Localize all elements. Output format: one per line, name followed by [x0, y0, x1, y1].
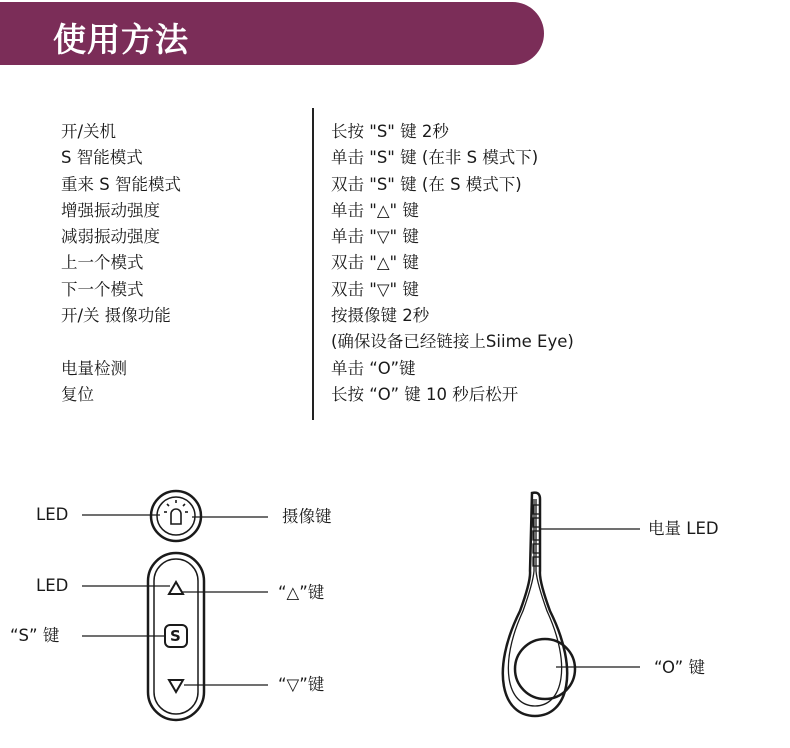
- up-key-label: “△”键: [278, 583, 325, 602]
- action-item: 单击 “O”键: [331, 358, 416, 378]
- led-mid-label: LED: [36, 576, 69, 595]
- battery-led-label: 电量 LED: [648, 519, 719, 538]
- function-item: 增强振动强度: [61, 200, 160, 220]
- action-item: 双击 "S" 键 (在 S 模式下): [331, 174, 522, 194]
- action-item: 双击 "▽" 键: [331, 279, 419, 299]
- function-item: 复位: [61, 384, 94, 404]
- action-item: 长按 "S" 键 2秒: [331, 122, 449, 141]
- function-item: 开/关 摄像功能: [61, 306, 171, 326]
- camera-button-drawing: [151, 491, 201, 541]
- action-item: 单击 "S" 键 (在非 S 模式下): [331, 148, 539, 168]
- function-item: 重来 S 智能模式: [61, 174, 181, 194]
- action-item: 双击 "△" 键: [331, 253, 419, 273]
- s-key-label: “S” 键: [10, 626, 60, 645]
- o-key-label: “O” 键: [654, 658, 705, 677]
- function-item: 电量检测: [61, 358, 127, 378]
- down-key-label: “▽”键: [278, 675, 325, 694]
- egg-vibrator-drawing: [503, 493, 575, 716]
- action-item: 按摄像键 2秒: [331, 306, 430, 326]
- function-item: 减弱振动强度: [61, 227, 160, 247]
- action-item: 单击 "▽" 键: [331, 227, 419, 247]
- action-item: (确保设备已经链接上Siime Eye): [331, 332, 574, 352]
- right-callout-lines: [540, 529, 640, 667]
- function-item: 开/关机: [61, 122, 117, 141]
- camera-key-label: 摄像键: [282, 507, 332, 526]
- action-item: 长按 “O” 键 10 秒后松开: [331, 384, 519, 404]
- s-button-icon-text: S: [170, 627, 181, 645]
- function-item: 下一个模式: [61, 279, 144, 299]
- function-item: S 智能模式: [61, 148, 143, 168]
- action-item: 单击 "△" 键: [331, 200, 419, 220]
- led-top-label: LED: [36, 505, 69, 524]
- page-title: 使用方法: [53, 20, 189, 59]
- function-item: 上一个模式: [61, 253, 144, 273]
